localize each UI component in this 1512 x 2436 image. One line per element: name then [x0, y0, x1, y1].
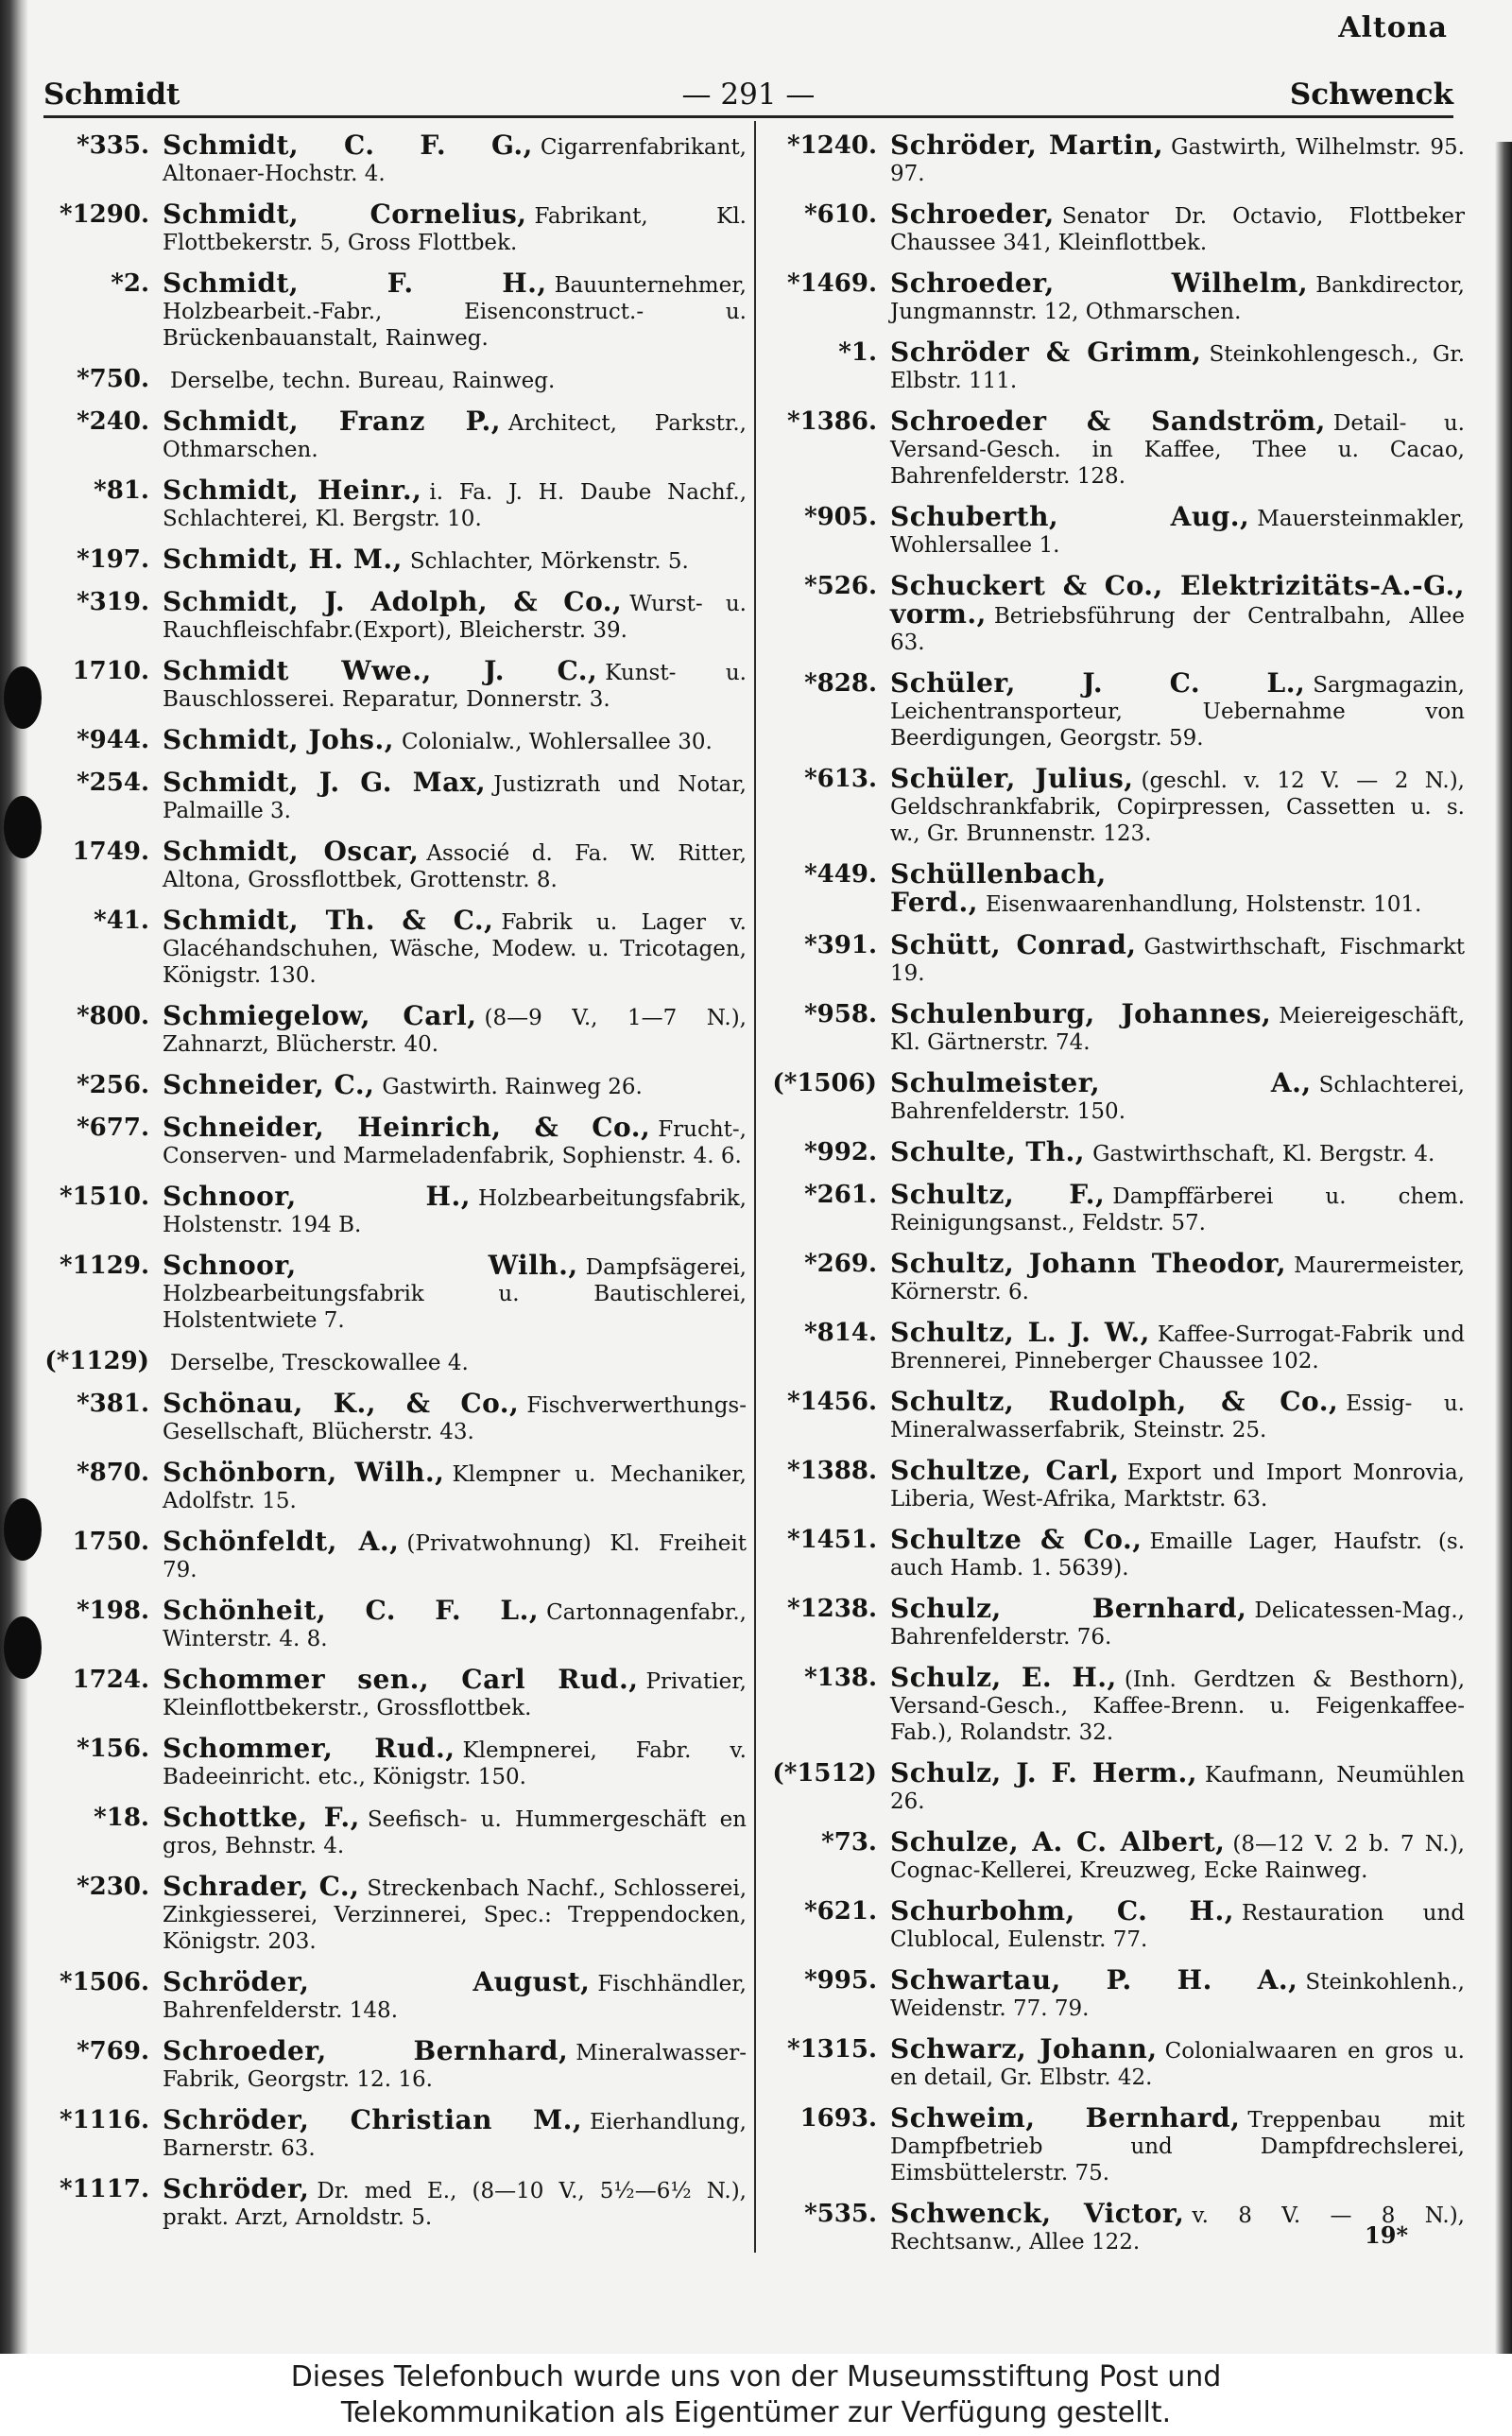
- directory-entry: [38, 546, 747, 575]
- phone-number: *621.: [804, 1897, 877, 1926]
- directory-entry: [38, 1183, 747, 1238]
- phone-number: *73.: [821, 1828, 877, 1857]
- phone-number: *197.: [77, 545, 149, 574]
- subscriber-details: Dampfsägerei, Holzbearbeitungsfabrik u. Bautischlerei, Holstentwiete 7.: [163, 1255, 747, 1333]
- subscriber-name: Schommer, Rud.,: [163, 1733, 455, 1764]
- city-title: Altona: [1338, 11, 1448, 44]
- punch-hole: [4, 1616, 42, 1679]
- subscriber-details: Gastwirthschaft, Kl. Bergstr. 4.: [1092, 1142, 1435, 1166]
- directory-entry: [765, 501, 1465, 559]
- subscriber-details: Dampffärberei u. chem. Reinigungsanst., Feldstr. 57.: [890, 1184, 1466, 1235]
- subscriber-details: Dr. med E., (8—10 V., 5½—6½ N.), prakt. Arzt, Arnoldstr. 5.: [163, 2179, 747, 2230]
- directory-entry: [38, 2035, 747, 2093]
- directory-entry: [38, 132, 747, 187]
- subscriber-details: Export und Import Monrovia, Liberia, West-Afrika, Marktstr. 63.: [890, 1460, 1465, 1512]
- subscriber-details: Seefisch- u. Hummergeschäft en gros, Behnstr. 4.: [163, 1807, 747, 1858]
- subscriber-name: Schultze & Co.,: [890, 1524, 1143, 1555]
- subscriber-name: Schönheit, C. F. L.,: [163, 1595, 540, 1626]
- directory-entry: [765, 2102, 1465, 2186]
- subscriber-details: Emaille Lager, Haufstr. (s. auch Hamb. 1. 5639).: [890, 1529, 1466, 1581]
- subscriber-name: Schultz, Rudolph, & Co.,: [890, 1386, 1339, 1417]
- phone-number: 1749.: [72, 838, 149, 866]
- subscriber-name: Schulz, E. H.,: [890, 1662, 1117, 1693]
- phone-number: *335.: [77, 131, 149, 160]
- column-divider: [754, 121, 756, 2253]
- phone-number: *870.: [77, 1459, 149, 1487]
- directory-entry: [38, 1526, 747, 1583]
- subscriber-name: Schurbohm, C. H.,: [890, 1895, 1234, 1926]
- directory-entry: [38, 1114, 747, 1169]
- subscriber-name: Schneider, C.,: [163, 1069, 375, 1100]
- subscriber-details: Colonialwaaren en gros u. en detail, Gr. Elbstr. 42.: [890, 2039, 1465, 2090]
- phone-number: (*1129): [44, 1347, 149, 1375]
- subscriber-details: Fischhändler, Bahrenfelderstr. 148.: [163, 1972, 747, 2023]
- directory-entry: [38, 2104, 747, 2162]
- footer-line: Telekommunikation als Eigentümer zur Verfügung gestellt.: [340, 2396, 1172, 2429]
- subscriber-name: Schönborn, Wilh.,: [163, 1457, 445, 1488]
- left-column: [38, 132, 747, 2259]
- subscriber-details: Sargmagazin, Leichentransporteur, Uebernahme von Beerdigungen, Georgstr. 59.: [890, 673, 1465, 751]
- subscriber-details: Betriebsführung der Centralbahn, Allee 63.: [890, 604, 1465, 655]
- phone-number: (*1512): [772, 1759, 877, 1788]
- directory-entry: [765, 201, 1465, 256]
- subscriber-name: Schulmeister, A.,: [890, 1067, 1312, 1098]
- subscriber-name: Schönau, K., & Co.,: [163, 1388, 520, 1419]
- subscriber-details: Architect, Parkstr., Othmarschen.: [163, 411, 747, 462]
- subscriber-name: Schmidt, Cornelius,: [163, 199, 527, 230]
- phone-number: *814.: [804, 1319, 877, 1347]
- subscriber-name: Schulte, Th.,: [890, 1136, 1086, 1167]
- subscriber-name: Schröder, Martin,: [890, 130, 1164, 161]
- subscriber-details: Bankdirector, Jungmannstr. 12, Othmarschen.: [890, 273, 1465, 324]
- subscriber-name: Schmidt, F. H.,: [163, 268, 547, 299]
- phone-number: *944.: [77, 726, 149, 754]
- directory-entry: [38, 2173, 747, 2231]
- subscriber-details: Restauration und Clublocal, Eulenstr. 77.: [890, 1901, 1465, 1952]
- phone-number: *198.: [77, 1597, 149, 1625]
- subscriber-name: Schmidt, Johs.,: [163, 724, 394, 755]
- directory-entry: [765, 270, 1465, 325]
- phone-number: *800.: [77, 1002, 149, 1030]
- directory-entry: [765, 570, 1465, 656]
- directory-entry: [765, 1964, 1465, 2022]
- subscriber-name: Schnoor, Wilh.,: [163, 1250, 578, 1281]
- phone-number: *230.: [77, 1873, 149, 1901]
- subscriber-name: Schmidt, Oscar,: [163, 836, 420, 867]
- subscriber-details: (8—9 V., 1—7 N.), Zahnarzt, Blücherstr. 40.: [163, 1006, 747, 1057]
- directory-entry: [765, 1826, 1465, 1884]
- phone-number: 1693.: [799, 2104, 877, 2133]
- directory-entry: [38, 907, 747, 989]
- phone-number: 1710.: [72, 657, 149, 685]
- directory-entry: [765, 1593, 1465, 1650]
- subscriber-details: Schlachterei, Bahrenfelderstr. 150.: [890, 1073, 1465, 1124]
- subscriber-details: Essig- u. Mineralwasserfabrik, Steinstr. 25.: [890, 1391, 1465, 1443]
- subscriber-details: (geschl. v. 12 V. — 2 N.), Geldschrankfabrik, Copirpressen, Cassetten u. s. w., Gr. Brunnenstr. 123.: [890, 769, 1465, 846]
- subscriber-name: Schwarz, Johann,: [890, 2033, 1158, 2065]
- directory-entry: [38, 586, 747, 644]
- phone-number: *319.: [77, 588, 149, 616]
- phone-number: *1240.: [786, 131, 877, 160]
- subscriber-name: Schüler, Julius,: [890, 763, 1134, 794]
- subscriber-details: Wurst- u. Rauchfleischfabr.(Export), Bleicherstr. 39.: [163, 592, 747, 643]
- phone-number: (*1506): [772, 1069, 877, 1097]
- directory-entry: [765, 2198, 1465, 2255]
- directory-entry: [765, 339, 1465, 394]
- phone-number: *610.: [804, 200, 877, 229]
- subscriber-name: Schottke, F.,: [163, 1802, 360, 1833]
- directory-entry: [38, 769, 747, 824]
- phone-number: *381.: [77, 1390, 149, 1418]
- phone-number: *2.: [111, 269, 149, 298]
- subscriber-name: Schmidt, Th. & C.,: [163, 905, 494, 936]
- directory-entry: [38, 1802, 747, 1859]
- subscriber-details: Delicatessen-Mag., Bahrenfelderstr. 76.: [890, 1598, 1465, 1650]
- directory-entry: [38, 1966, 747, 2024]
- directory-entry: [765, 1662, 1466, 1746]
- subscriber-name: Schroeder, Bernhard,: [163, 2035, 569, 2066]
- subscriber-name: Schultz, F.,: [890, 1179, 1106, 1210]
- subscriber-details: Gastwirthschaft, Fischmarkt 19.: [890, 935, 1465, 986]
- directory-entry: [765, 132, 1465, 187]
- directory-entry: [765, 1317, 1465, 1374]
- subscriber-name: Schmiegelow, Carl,: [163, 1000, 477, 1031]
- subscriber-name: Schüllenbach, Ferd.,: [890, 858, 1107, 918]
- directory-entry: [765, 1067, 1465, 1125]
- subscriber-name: Schönfeldt, A.,: [163, 1526, 400, 1557]
- subscriber-details: Klempnerei, Fabr. v. Badeeinricht. etc., Königstr. 150.: [163, 1738, 747, 1789]
- directory-entry: [38, 1000, 747, 1058]
- footer-notice: [0, 2354, 1512, 2436]
- subscriber-details: v. 8 V. — 8 N.), Rechtsanw., Allee 122.: [890, 2203, 1465, 2255]
- subscriber-details: Gastwirth, Wilhelmstr. 95. 97.: [890, 135, 1465, 186]
- subscriber-details: Fischverwerthungs-Gesellschaft, Blücherstr. 43.: [163, 1393, 747, 1444]
- subscriber-details: Steinkohlenh., Weidenstr. 77. 79.: [890, 1970, 1465, 2021]
- subscriber-name: Schröder & Grimm,: [890, 337, 1202, 368]
- subscriber-details: Senator Dr. Octavio, Flottbeker Chaussee 341, Kleinflottbek.: [890, 204, 1465, 255]
- subscriber-details: i. Fa. J. H. Daube Nachf., Schlachterei, Kl. Bergstr. 10.: [163, 480, 747, 531]
- page-binding-edge: [0, 0, 28, 2354]
- subscriber-name: Schommer sen., Carl Rud.,: [163, 1664, 639, 1695]
- subscriber-name: Schulenburg, Johannes,: [890, 998, 1272, 1029]
- phone-number: *1386.: [786, 407, 877, 436]
- phone-number: *41.: [94, 907, 149, 935]
- subscriber-details: Cartonnagenfabr., Winterstr. 4. 8.: [163, 1600, 747, 1651]
- directory-entry: [765, 1757, 1465, 1815]
- subscriber-name: Schuberth, Aug.,: [890, 501, 1250, 532]
- directory-entry: [38, 477, 747, 532]
- phone-number: *1116.: [59, 2106, 149, 2134]
- subscriber-details: Meiereigeschäft, Kl. Gärtnerstr. 74.: [890, 1004, 1465, 1055]
- subscriber-name: Schmidt, J. Adolph, & Co.,: [163, 586, 623, 617]
- subscriber-details: Kunst- u. Bauschlosserei. Reparatur, Donnerstr. 3.: [163, 661, 747, 712]
- subscriber-details: Associé d. Fa. W. Ritter, Altona, Grossflottbek, Grottenstr. 8.: [163, 841, 747, 892]
- phone-number: *992.: [804, 1138, 877, 1166]
- directory-entry: [38, 1871, 747, 1955]
- subscriber-name: Schüler, J. C. L.,: [890, 667, 1306, 699]
- directory-entry: [38, 1388, 747, 1445]
- header-first-name: Schmidt: [43, 78, 180, 112]
- subscriber-name: Schrader, C.,: [163, 1871, 360, 1902]
- subscriber-details: Colonialw., Wohlersallee 30.: [401, 730, 713, 754]
- subscriber-details: (Inh. Gerdtzen & Besthorn), Versand-Gesch., Kaffee-Brenn. u. Feigenkaffee-Fab.), Rolandstr. 32.: [890, 1667, 1466, 1745]
- subscriber-name: Schultz, Johann Theodor,: [890, 1248, 1287, 1279]
- directory-entry: [38, 366, 747, 394]
- directory-entry: [38, 270, 747, 352]
- subscriber-name: Schweim, Bernhard,: [890, 2102, 1241, 2134]
- subscriber-name: Schmidt Wwe., J. C.,: [163, 655, 598, 686]
- subscriber-name: Schmidt, C. F. G.,: [163, 130, 533, 161]
- subscriber-details: Gastwirth. Rainweg 26.: [382, 1075, 643, 1099]
- directory-entry: [765, 1895, 1465, 1953]
- subscriber-name: Schulz, Bernhard,: [890, 1593, 1247, 1624]
- subscriber-name: Schwartau, P. H. A.,: [890, 1964, 1298, 1995]
- directory-entry: [38, 1733, 747, 1790]
- subscriber-details: Cigarrenfabrikant, Altonaer-Hochstr. 4.: [163, 135, 747, 186]
- directory-entry: [38, 1069, 747, 1100]
- directory-entry: [38, 655, 747, 713]
- phone-number: *1290.: [59, 200, 149, 229]
- directory-entry: [765, 1386, 1465, 1443]
- phone-number: *750.: [77, 365, 149, 393]
- phone-number: *958.: [804, 1000, 877, 1028]
- sheet-marker: 19*: [1365, 2221, 1408, 2249]
- subscriber-name: Schröder,: [163, 2173, 310, 2204]
- header-last-name: Schwenck: [1289, 78, 1453, 112]
- directory-entry: [765, 2033, 1465, 2091]
- subscriber-details: Kaufmann, Neumühlen 26.: [890, 1763, 1465, 1814]
- phone-number: *1469.: [786, 269, 877, 298]
- phone-number: *269.: [804, 1250, 877, 1278]
- punch-hole: [4, 796, 42, 858]
- phone-number: *677.: [77, 1114, 149, 1142]
- subscriber-name: Schneider, Heinrich, & Co.,: [163, 1112, 651, 1143]
- directory-entry: [765, 763, 1465, 847]
- phone-number: *449.: [804, 860, 877, 889]
- subscriber-name: Schmidt, J. G. Max,: [163, 767, 487, 798]
- subscriber-details: Eierhandlung, Barnerstr. 63.: [163, 2110, 747, 2161]
- phone-number: 1750.: [72, 1528, 149, 1556]
- subscriber-details: Derselbe, techn. Bureau, Rainweg.: [170, 369, 556, 393]
- phone-number: *1.: [838, 338, 877, 367]
- subscriber-name: Schroeder,: [890, 199, 1055, 230]
- directory-entry: [765, 1248, 1465, 1305]
- directory-entry: [765, 1524, 1466, 1581]
- page-header: [43, 66, 1453, 118]
- phone-number: *391.: [804, 931, 877, 959]
- directory-entry: [38, 201, 747, 256]
- directory-entry: [765, 667, 1465, 752]
- directory-entry: [38, 1250, 747, 1334]
- phone-number: *613.: [804, 765, 877, 793]
- directory-entry: [38, 408, 747, 463]
- directory-entry: [38, 1595, 747, 1652]
- phone-number: *905.: [804, 503, 877, 531]
- subscriber-name: Schroeder, Wilhelm,: [890, 268, 1309, 299]
- subscriber-details: Frucht-, Conserven- und Marmeladenfabrik, Sophienstr. 4. 6.: [163, 1117, 747, 1168]
- subscriber-details: Schlachter, Mörkenstr. 5.: [409, 549, 689, 574]
- subscriber-details: Detail- u. Versand-Gesch. in Kaffee, Thee u. Cacao, Bahrenfelderstr. 128.: [890, 411, 1465, 489]
- phone-number: *995.: [804, 1966, 877, 1995]
- subscriber-details: Bauunternehmer, Holzbearbeit.-Fabr., Eisenconstruct.- u. Brückenbauanstalt, Rainweg.: [163, 273, 747, 351]
- phone-number: *261.: [804, 1181, 877, 1209]
- directory-entry: [38, 838, 747, 893]
- directory-entry: [765, 929, 1465, 987]
- subscriber-details: Mauersteinmakler, Wohlersallee 1.: [890, 507, 1465, 558]
- phone-number: *138.: [804, 1664, 877, 1692]
- footer-line: Dieses Telefonbuch wurde uns von der Museumsstiftung Post und: [290, 2360, 1222, 2393]
- phone-number: *1129.: [59, 1252, 149, 1280]
- directory-entry: [765, 1179, 1466, 1236]
- directory-entry: [765, 1136, 1465, 1167]
- phone-number: *156.: [77, 1735, 149, 1763]
- phone-number: 1724.: [72, 1666, 149, 1694]
- subscriber-details: (Privatwohnung) Kl. Freiheit 79.: [163, 1531, 747, 1582]
- phone-number: *1388.: [786, 1457, 877, 1485]
- punch-hole: [4, 666, 42, 729]
- subscriber-name: Schuckert & Co., Elektrizitäts-A.-G., vorm.,: [890, 570, 1465, 630]
- subscriber-details: Fabrik u. Lager v. Glacéhandschuhen, Wäsche, Modew. u. Tricotagen, Königstr. 130.: [163, 910, 747, 988]
- subscriber-name: Schulz, J. F. Herm.,: [890, 1757, 1197, 1788]
- punch-hole: [4, 1498, 42, 1561]
- subscriber-details: Steinkohlengesch., Gr. Elbstr. 111.: [890, 342, 1466, 393]
- directory-entry: [38, 1348, 747, 1376]
- phone-number: *828.: [804, 669, 877, 698]
- subscriber-name: Schultz, L. J. W.,: [890, 1317, 1150, 1348]
- subscriber-details: Justizrath und Notar, Palmaille 3.: [163, 772, 747, 823]
- directory-entry: [765, 858, 1465, 918]
- subscriber-details: Fabrikant, Kl. Flottbekerstr. 5, Gross Flottbek.: [163, 204, 747, 255]
- phone-number: *526.: [804, 572, 877, 600]
- subscriber-details: Mineralwasser-Fabrik, Georgstr. 12. 16.: [163, 2041, 747, 2092]
- right-column: [765, 132, 1465, 2259]
- subscriber-name: Schröder, August,: [163, 1966, 591, 1997]
- phone-number: *1117.: [59, 2175, 149, 2203]
- subscriber-name: Schulze, A. C. Albert,: [890, 1826, 1226, 1857]
- subscriber-name: Schmidt, H. M.,: [163, 544, 403, 575]
- subscriber-details: Maurermeister, Körnerstr. 6.: [890, 1253, 1465, 1304]
- page-right-edge: [1495, 142, 1512, 2354]
- subscriber-details: Eisenwaarenhandlung, Holstenstr. 101.: [986, 892, 1422, 917]
- directory-entry: [38, 724, 747, 755]
- page-number: — 291 —: [681, 78, 816, 112]
- phone-number: *1238.: [786, 1595, 877, 1623]
- directory-entry: [38, 1664, 747, 1721]
- phone-number: *1451.: [786, 1526, 877, 1554]
- directory-entry: [765, 998, 1465, 1056]
- phone-number: *535.: [804, 2200, 877, 2228]
- subscriber-details: Kaffee-Surrogat-Fabrik und Brennerei, Pinneberger Chaussee 102.: [890, 1322, 1465, 1373]
- subscriber-details: Streckenbach Nachf., Schlosserei, Zinkgiesserei, Verzinnerei, Spec.: Treppendocken, Königstr. 203.: [163, 1876, 747, 1954]
- subscriber-details: (8—12 V. 2 b. 7 N.), Cognac-Kellerei, Kreuzweg, Ecke Rainweg.: [890, 1832, 1465, 1883]
- subscriber-name: Schütt, Conrad,: [890, 929, 1137, 960]
- subscriber-name: Schroeder & Sandström,: [890, 406, 1326, 437]
- phone-number: *1315.: [786, 2035, 877, 2064]
- phone-number: *240.: [77, 407, 149, 436]
- subscriber-details: Holzbearbeitungsfabrik, Holstenstr. 194 B.: [163, 1186, 747, 1237]
- phone-number: *769.: [77, 2037, 149, 2065]
- subscriber-name: Schröder, Christian M.,: [163, 2104, 583, 2135]
- phone-number: *81.: [94, 476, 149, 505]
- phone-number: *1456.: [786, 1388, 877, 1416]
- subscriber-details: Derselbe, Tresckowallee 4.: [170, 1351, 469, 1375]
- phone-number: *254.: [77, 769, 149, 797]
- subscriber-name: Schmidt, Franz P.,: [163, 406, 502, 437]
- subscriber-name: Schnoor, H.,: [163, 1181, 471, 1212]
- phone-number: *18.: [94, 1804, 149, 1832]
- directory-entry: [38, 1457, 747, 1514]
- directory-entry: [765, 1455, 1465, 1512]
- phone-number: *256.: [77, 1071, 149, 1099]
- phone-number: *1510.: [59, 1183, 149, 1211]
- phone-number: *1506.: [59, 1968, 149, 1996]
- directory-entry: [765, 408, 1465, 490]
- subscriber-name: Schwenck, Victor,: [890, 2198, 1185, 2229]
- subscriber-details: Privatier, Kleinflottbekerstr., Grossflottbek.: [163, 1669, 747, 1720]
- subscriber-details: Treppenbau mit Dampfbetrieb und Dampfdrechslerei, Eimsbüttelerstr. 75.: [890, 2108, 1465, 2185]
- subscriber-name: Schultze, Carl,: [890, 1455, 1120, 1486]
- subscriber-name: Schmidt, Heinr.,: [163, 475, 422, 506]
- subscriber-details: Klempner u. Mechaniker, Adolfstr. 15.: [163, 1462, 747, 1513]
